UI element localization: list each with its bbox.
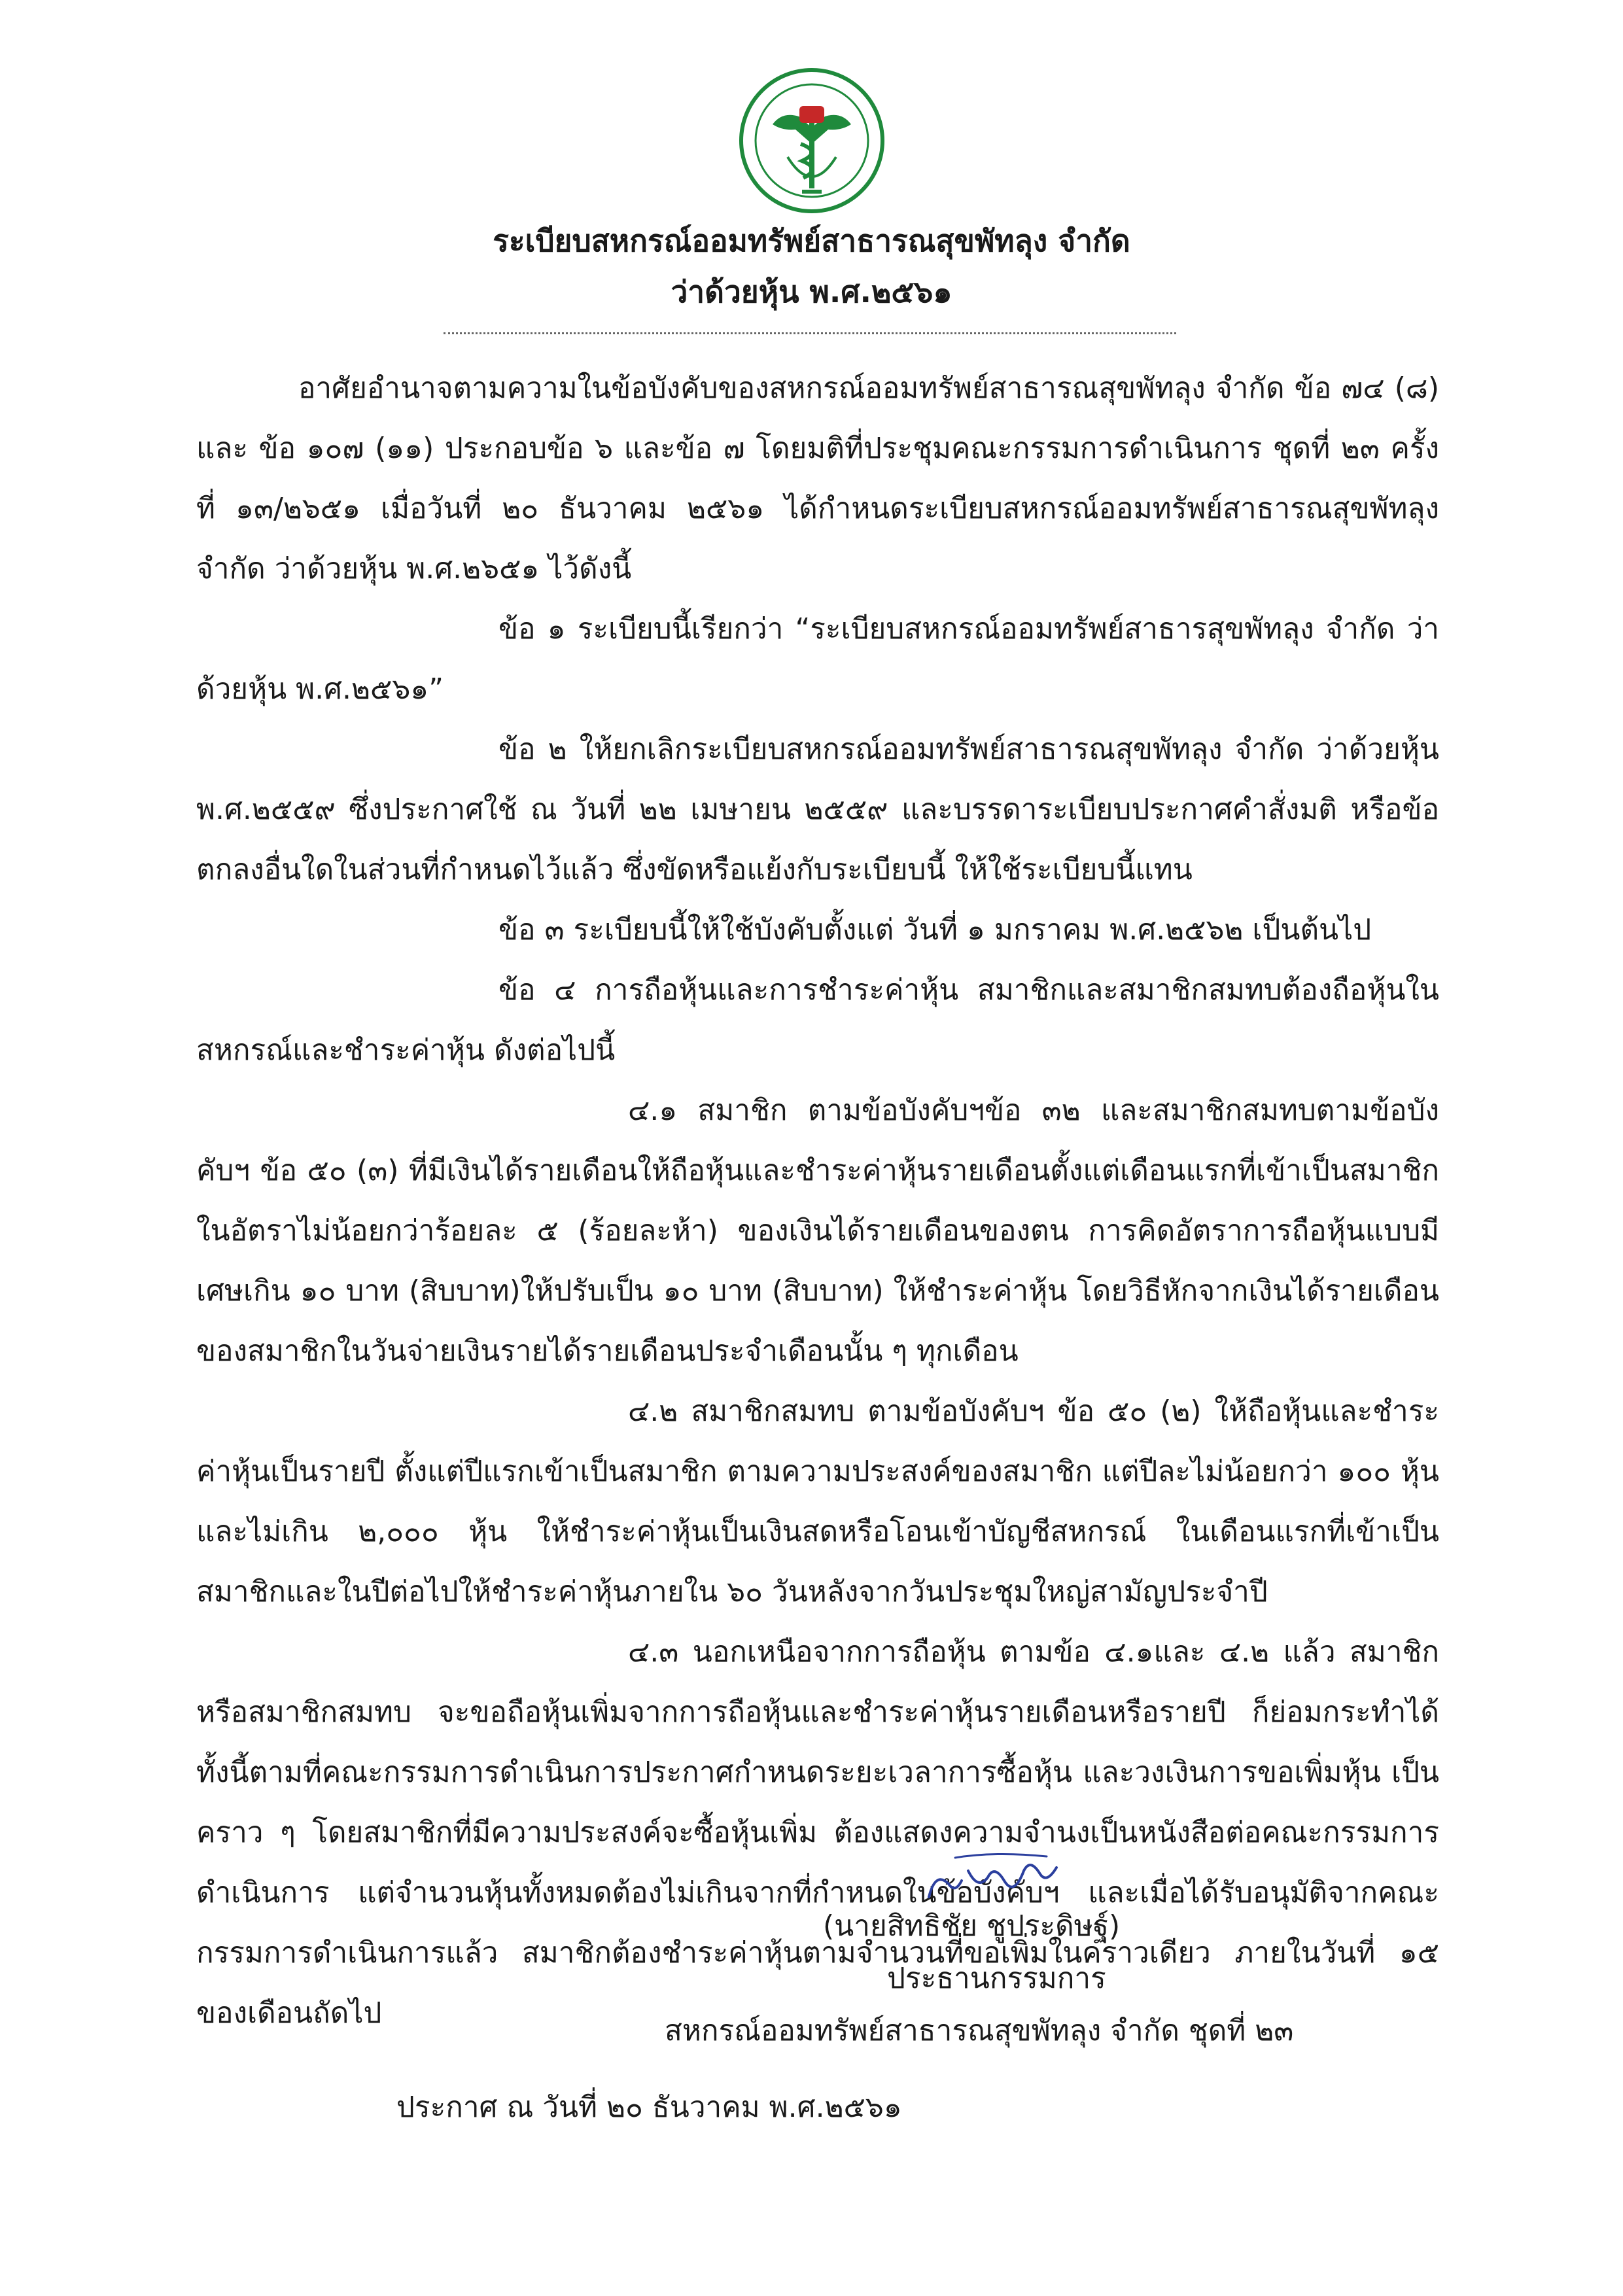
clause-1: ข้อ ๑ ระเบียบนี้เรียกว่า “ระเบียบสหกรณ์ออมทรัพย์สาธารสุขพัทลุง จำกัด ว่าด้วยหุ้น พ.ศ.๒๕๖๑”	[196, 612, 1439, 706]
clause-2: ข้อ ๒ ให้ยกเลิกระเบียบสหกรณ์ออมทรัพย์สาธารณสุขพัทลุง จำกัด ว่าด้วยหุ้น พ.ศ.๒๕๕๙ ซึ่งประกาศใช้ ณ วันที่ ๒๒ เมษายน ๒๕๕๙ และบรรดาระเบียบประกาศคำสั่งมติ หรือข้อตกลงอื่นใดในส่วนที่กำหนดไว้แล้ว ซึ่งขัดหรือแย้งกับระเบียบนี้ ให้ใช้ระเบียบนี้แทน	[196, 733, 1439, 886]
clause-4-1: ๔.๑ สมาชิก ตามข้อบังคับฯข้อ ๓๒ และสมาชิกสมทบตามข้อบังคับฯ ข้อ ๕๐ (๓) ที่มีเงินได้รายเดือนให้ถือหุ้นและชำระค่าหุ้นรายเดือนตั้งแต่เดือนแรกที่เข้าเป็นสมาชิก ในอัตราไม่น้อยกว่าร้อยละ ๕ (ร้อยละห้า) ของเงินได้รายเดือนของตน การคิดอัตราการถือหุ้นแบบมีเศษเกิน ๑๐ บาท (สิบบาท)ให้ปรับเป็น ๑๐ บาท (สิบบาท) ให้ชำระค่าหุ้น โดยวิธีหักจากเงินได้รายเดือนของสมาชิกในวันจ่ายเงินรายได้รายเดือนประจำเดือนนั้น ๆ ทุกเดือน	[196, 1094, 1439, 1368]
clause-4-3: ๔.๓ นอกเหนือจากการถือหุ้น ตามข้อ ๔.๑และ ๔.๒ แล้ว สมาชิกหรือสมาชิกสมทบ จะขอถือหุ้นเพิ่มจากการถือหุ้นและชำระค่าหุ้นรายเดือนหรือรายปี ก็ย่อมกระทำได้ ทั้งนี้ตามที่คณะกรรมการดำเนินการประกาศกำหนดระยะเวลาการซื้อหุ้น และวงเงินการขอเพิ่มหุ้น เป็นคราว ๆ โดยสมาชิกที่มีความประสงค์จะซื้อหุ้นเพิ่ม ต้องแสดงความจำนงเป็นหนังสือต่อคณะกรรมการดำเนินการ แต่จำนวนหุ้นทั้งหมดต้องไม่เกินจากที่กำหนดในข้อบังคับฯ และเมื่อได้รับอนุมัติจากคณะกรรมการดำเนินการแล้ว สมาชิกต้องชำระค่าหุ้นตามจำนวนที่ขอเพิ่มในคราวเดียว ภายในวันที่ ๑๕ ของเดือนถัดไป	[196, 1635, 1439, 2030]
signature-block	[0, 1845, 1623, 2106]
document-title: ระเบียบสหกรณ์ออมทรัพย์สาธารณสุขพัทลุง จำกัด	[493, 223, 1130, 258]
preamble-paragraph: อาศัยอำนาจตามความในข้อบังคับของสหกรณ์ออมทรัพย์สาธารณสุขพัทลุง จำกัด ข้อ ๗๔ (๘) และ ข้อ ๑๐๗ (๑๑) ประกอบข้อ ๖ และข้อ ๗ โดยมติที่ประชุมคณะกรรมการดำเนินการ ชุดที่ ๒๓ ครั้งที่ ๑๓/๒๖๕๑ เมื่อวันที่ ๒๐ ธันวาคม ๒๕๖๑ ได้กำหนดระเบียบสหกรณ์ออมทรัพย์สาธารณสุขพัทลุง จำกัด ว่าด้วยหุ้น พ.ศ.๒๖๕๑ ไว้ดังนี้	[196, 372, 1439, 585]
clause-4-2: ๔.๒ สมาชิกสมทบ ตามข้อบังคับฯ ข้อ ๕๐ (๒) ให้ถือหุ้นและชำระค่าหุ้นเป็นรายปี ตั้งแต่ปีแรกเข้าเป็นสมาชิก ตามความประสงค์ของสมาชิก แต่ปีละไม่น้อยกว่า ๑๐๐ หุ้น และไม่เกิน ๒,๐๐๐ หุ้น ให้ชำระค่าหุ้นเป็นเงินสดหรือโอนเข้าบัญชีสหกรณ์ ในเดือนแรกที่เข้าเป็นสมาชิกและในปีต่อไปให้ชำระค่าหุ้นภายใน ๖๐ วันหลังจากวันประชุมใหญ่สามัญประจำปี	[196, 1395, 1439, 1609]
cooperative-logo-icon	[737, 65, 887, 216]
clause-3: ข้อ ๓ ระเบียบนี้ให้ใช้บังคับตั้งแต่ วันที่ ๑ มกราคม พ.ศ.๒๕๖๒ เป็นต้นไป	[498, 913, 1372, 947]
clause-4: ข้อ ๔ การถือหุ้นและการชำระค่าหุ้น สมาชิกและสมาชิกสมทบต้องถือหุ้นในสหกรณ์และชำระค่าหุ้น ดังต่อไปนี้	[196, 973, 1439, 1067]
title-divider	[444, 332, 1176, 334]
signer-name: (นายสิทธิชัย ชูประดิษฐ์)	[823, 1909, 1121, 1943]
document-subtitle: ว่าด้วยหุ้น พ.ศ.๒๕๖๑	[671, 274, 952, 309]
signer-organization: สหกรณ์ออมทรัพย์สาธารณสุขพัทลุง จำกัด ชุดที่ ๒๓	[665, 2014, 1294, 2047]
signer-position: ประธานกรรมการ	[887, 1962, 1106, 1995]
announcement-date: ประกาศ ณ วันที่ ๒๐ ธันวาคม พ.ศ.๒๕๖๑	[396, 2091, 902, 2124]
handwritten-signature-icon	[916, 1845, 1086, 1910]
